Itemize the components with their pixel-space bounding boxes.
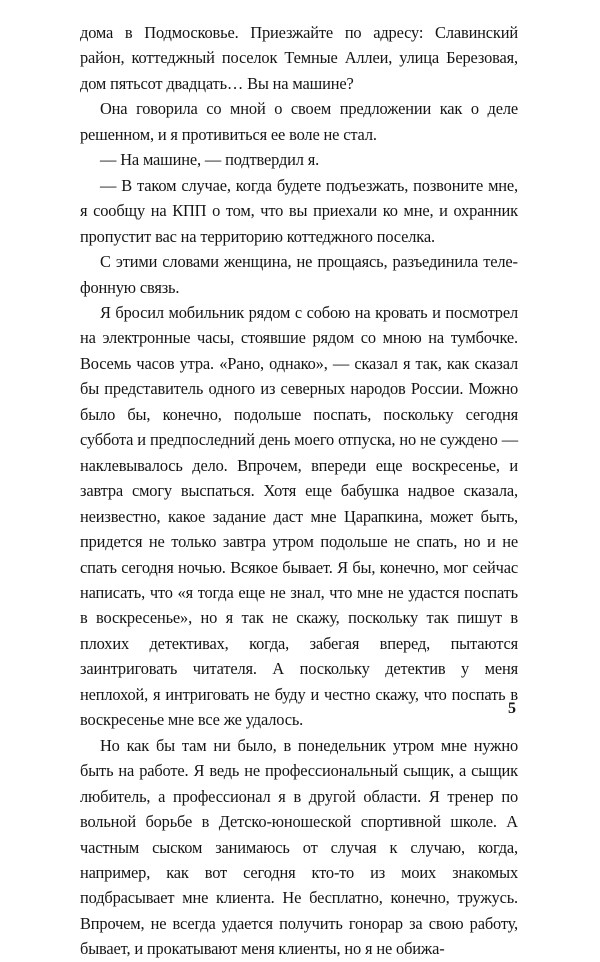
paragraph-3-dialogue: — На машине, — подтвердил я. [100, 150, 320, 170]
paragraph-7: Но как бы там ни было, в понедельник утром мне нужно быть на работе. Я ведь не профессиональный сыщик, а сыщик любитель, а профессионал я в другой области. Я тренер по вольной борьбе в Детско-юношеской спортивной школе. А частным сыском занимаюсь от случая к случаю, когда, например, как вот сегодня кто-то из моих знакомых подбрасывает мне клиента. Не бесплатно, конечно, тружусь. Впрочем, не всегда удается получить гонорар за свою работу, бывает, и прокатывают меня клиенты, но я не обижа- [80, 735, 518, 959]
paragraph-4-dialogue: — В таком случае, когда будете подъезжать, позвоните мне, я сообщу на КПП о том, что вы приехали ко мне, и охранник пропустит вас на территорию коттеджного поселка. [80, 175, 518, 246]
paragraph-5: С этими словами женщина, не прощаясь, разъединила телефонную связь. [80, 252, 518, 297]
paragraph-6: Я бросил мобильник рядом с собою на кровать и посмотрел на электронные часы, стоявшие рядом со мною на тумбочке. Восемь часов утра. «Рано, однако», — сказал я так, как сказал бы представитель одного из северных народов России. Можно было бы, конечно, подольше поспать, поскольку сегодня суббота и предпоследний день моего отпуска, но не суждено — наклевывалось дело. Впрочем, впереди еще воскресенье, и завтра смогу выспаться. Хотя еще бабушка надвое сказала, неизвестно, какое задание даст мне Царапкина, может быть, придется не только завтра утром подольше не спать, но и не спать сегодня ночью. Всякое бывает. Я бы, конечно, мог сейчас написать, что «я тогда еще не знал, что мне не удастся поспать в воскресенье», но я так не скажу, поскольку так пишут в плохих детективах, когда, забегая вперед, пытаются заинтриговать читателя. А поскольку детектив у меня неплохой, я интриговать не буду и честно скажу, что поспать в воскресенье мне все же удалось. [80, 302, 518, 730]
book-page-body [80, 20, 518, 962]
paragraph-1: дома в Подмосковье. Приезжайте по адресу: Славинский район, коттеджный поселок Темные Аллеи, улица Березовая, дом пятьсот двадцать… Вы на машине? [80, 23, 518, 93]
page-number: 5 [508, 700, 516, 717]
paragraph-2: Она говорила со мной о своем предложении как о деле решенном, и я противиться ее воле не стал. [80, 99, 518, 144]
